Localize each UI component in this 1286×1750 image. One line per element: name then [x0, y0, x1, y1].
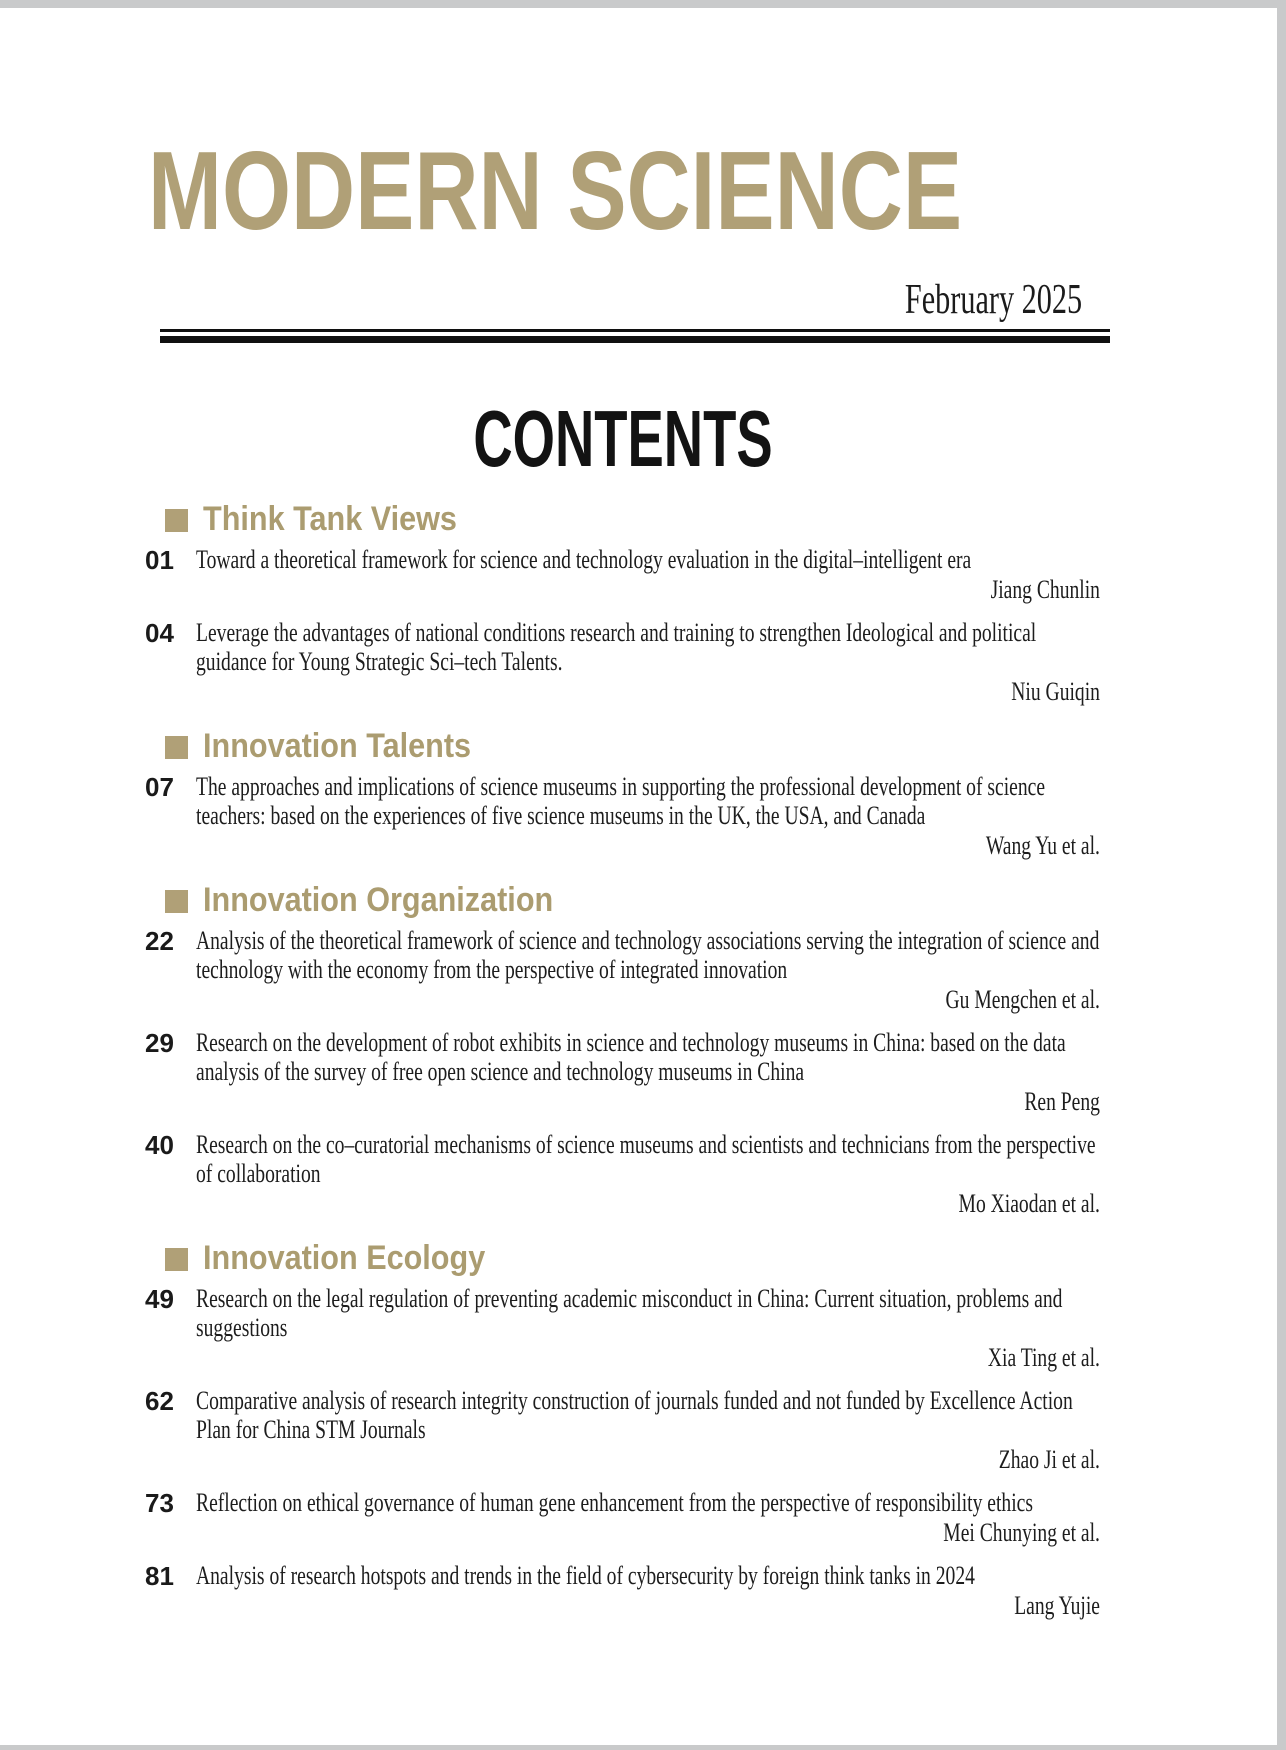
entry-authors: Ren Peng [1024, 1087, 1100, 1116]
toc-entry [145, 1561, 1100, 1620]
entry-title: Toward a theoretical framework for science and technology evaluation in the digital–intelligent era [196, 545, 972, 574]
section-bullet-icon [165, 890, 188, 913]
entry-title: Leverage the advantages of national conditions research and training to strengthen Ideological and political guidance for Young Strategic Sci–tech Talents. [196, 618, 1037, 676]
entry-body [196, 1386, 1100, 1474]
toc-entry [145, 926, 1100, 1014]
page-number: 04 [145, 618, 174, 648]
entry-title: Analysis of the theoretical framework of science and technology associations serving the integration of science and technology with the economy from the perspective of integrated innovation [196, 926, 1100, 984]
toc-entry [145, 1386, 1100, 1474]
section-title: Think Tank Views [203, 500, 457, 538]
entry-authors: Xia Ting et al. [987, 1343, 1100, 1372]
contents-title [145, 394, 1100, 483]
entry-body [196, 926, 1100, 1014]
journal-title: MODERN SCIENCE [148, 129, 963, 253]
issue-date-text: February 2025 [904, 277, 1082, 323]
entry-body [196, 1284, 1100, 1372]
page-number: 29 [145, 1028, 174, 1058]
page-number: 22 [145, 926, 174, 956]
section-bullet-icon [165, 509, 188, 532]
section-innovation-organization [145, 882, 1100, 1218]
entry-title: Research on the legal regulation of preventing academic misconduct in China: Current situation, problems and suggestions [196, 1284, 1063, 1342]
section-innovation-talents [145, 728, 1100, 860]
entry-title: Comparative analysis of research integrity construction of journals funded and not funded by Excellence Action Plan for China STM Journals [196, 1386, 1073, 1444]
section-heading [165, 728, 1100, 764]
page-number: 81 [145, 1561, 174, 1591]
toc-entry [145, 545, 1100, 604]
section-bullet-icon [165, 1248, 188, 1271]
entry-text-block [196, 1284, 1100, 1372]
entry-authors: Mei Chunying et al. [943, 1518, 1100, 1547]
page-number: 73 [145, 1488, 174, 1518]
entry-text-block [196, 618, 1100, 706]
entry-text-block [196, 926, 1100, 1014]
entry-body [196, 618, 1100, 706]
entry-authors: Gu Mengchen et al. [945, 985, 1100, 1014]
entry-text-block [196, 1130, 1100, 1218]
entry-title: Research on the development of robot exhibits in science and technology museums in China: based on the data analysis of the survey of free open science and technology museums in China [196, 1028, 1066, 1086]
issue-date [145, 277, 1082, 323]
section-think-tank-views [145, 501, 1100, 706]
entry-title: Research on the co–curatorial mechanisms of science museums and scientists and technicians from the perspective of collaboration [196, 1130, 1096, 1188]
section-heading [165, 882, 1100, 918]
toc-entry [145, 772, 1100, 860]
page-number: 40 [145, 1130, 174, 1160]
entry-text-block [196, 1386, 1100, 1474]
entry-authors: Lang Yujie [1014, 1591, 1100, 1620]
toc-entry [145, 618, 1100, 706]
entry-body [196, 1028, 1100, 1116]
page-number: 62 [145, 1386, 174, 1416]
toc-entry [145, 1284, 1100, 1372]
entry-body [196, 772, 1100, 860]
entry-authors: Zhao Ji et al. [998, 1445, 1100, 1474]
section-innovation-ecology [145, 1240, 1100, 1620]
toc-entry [145, 1488, 1100, 1547]
double-rule-divider [160, 329, 1110, 343]
divider-thick-line [160, 336, 1110, 343]
entry-body [196, 1130, 1100, 1218]
contents-title-text: CONTENTS [472, 394, 773, 483]
section-title: Innovation Talents [203, 727, 472, 765]
toc-entry [145, 1130, 1100, 1218]
page-content [0, 129, 1277, 1620]
entry-authors: Jiang Chunlin [990, 575, 1100, 604]
page-number: 07 [145, 772, 174, 802]
section-title: Innovation Ecology [203, 1239, 486, 1277]
entry-title: Analysis of research hotspots and trends in the field of cybersecurity by foreign think tanks in 2024 [196, 1561, 975, 1590]
entry-text-block [196, 772, 1100, 860]
entry-body [196, 1488, 1100, 1547]
section-heading [165, 501, 1100, 537]
page-number: 01 [145, 545, 174, 575]
entry-text-block [196, 1561, 1100, 1620]
entry-body [196, 1561, 1100, 1620]
magazine-page [0, 8, 1277, 1745]
section-heading [165, 1240, 1100, 1276]
divider-thin-line [160, 329, 1110, 332]
entry-text-block [196, 1488, 1100, 1547]
entry-title: The approaches and implications of science museums in supporting the professional development of science teachers: based on the experiences of five science museums in the UK, the USA, and Canada [196, 772, 1046, 830]
section-title: Innovation Organization [203, 881, 554, 919]
page-number: 49 [145, 1284, 174, 1314]
entry-body [196, 545, 1100, 604]
toc-entry [145, 1028, 1100, 1116]
entry-text-block [196, 545, 1100, 604]
entry-title: Reflection on ethical governance of human gene enhancement from the perspective of responsibility ethics [196, 1488, 1033, 1517]
entry-text-block [196, 1028, 1100, 1116]
section-bullet-icon [165, 736, 188, 759]
entry-authors: Niu Guiqin [1011, 677, 1100, 706]
entry-authors: Mo Xiaodan et al. [958, 1189, 1100, 1218]
entry-authors: Wang Yu et al. [985, 831, 1100, 860]
